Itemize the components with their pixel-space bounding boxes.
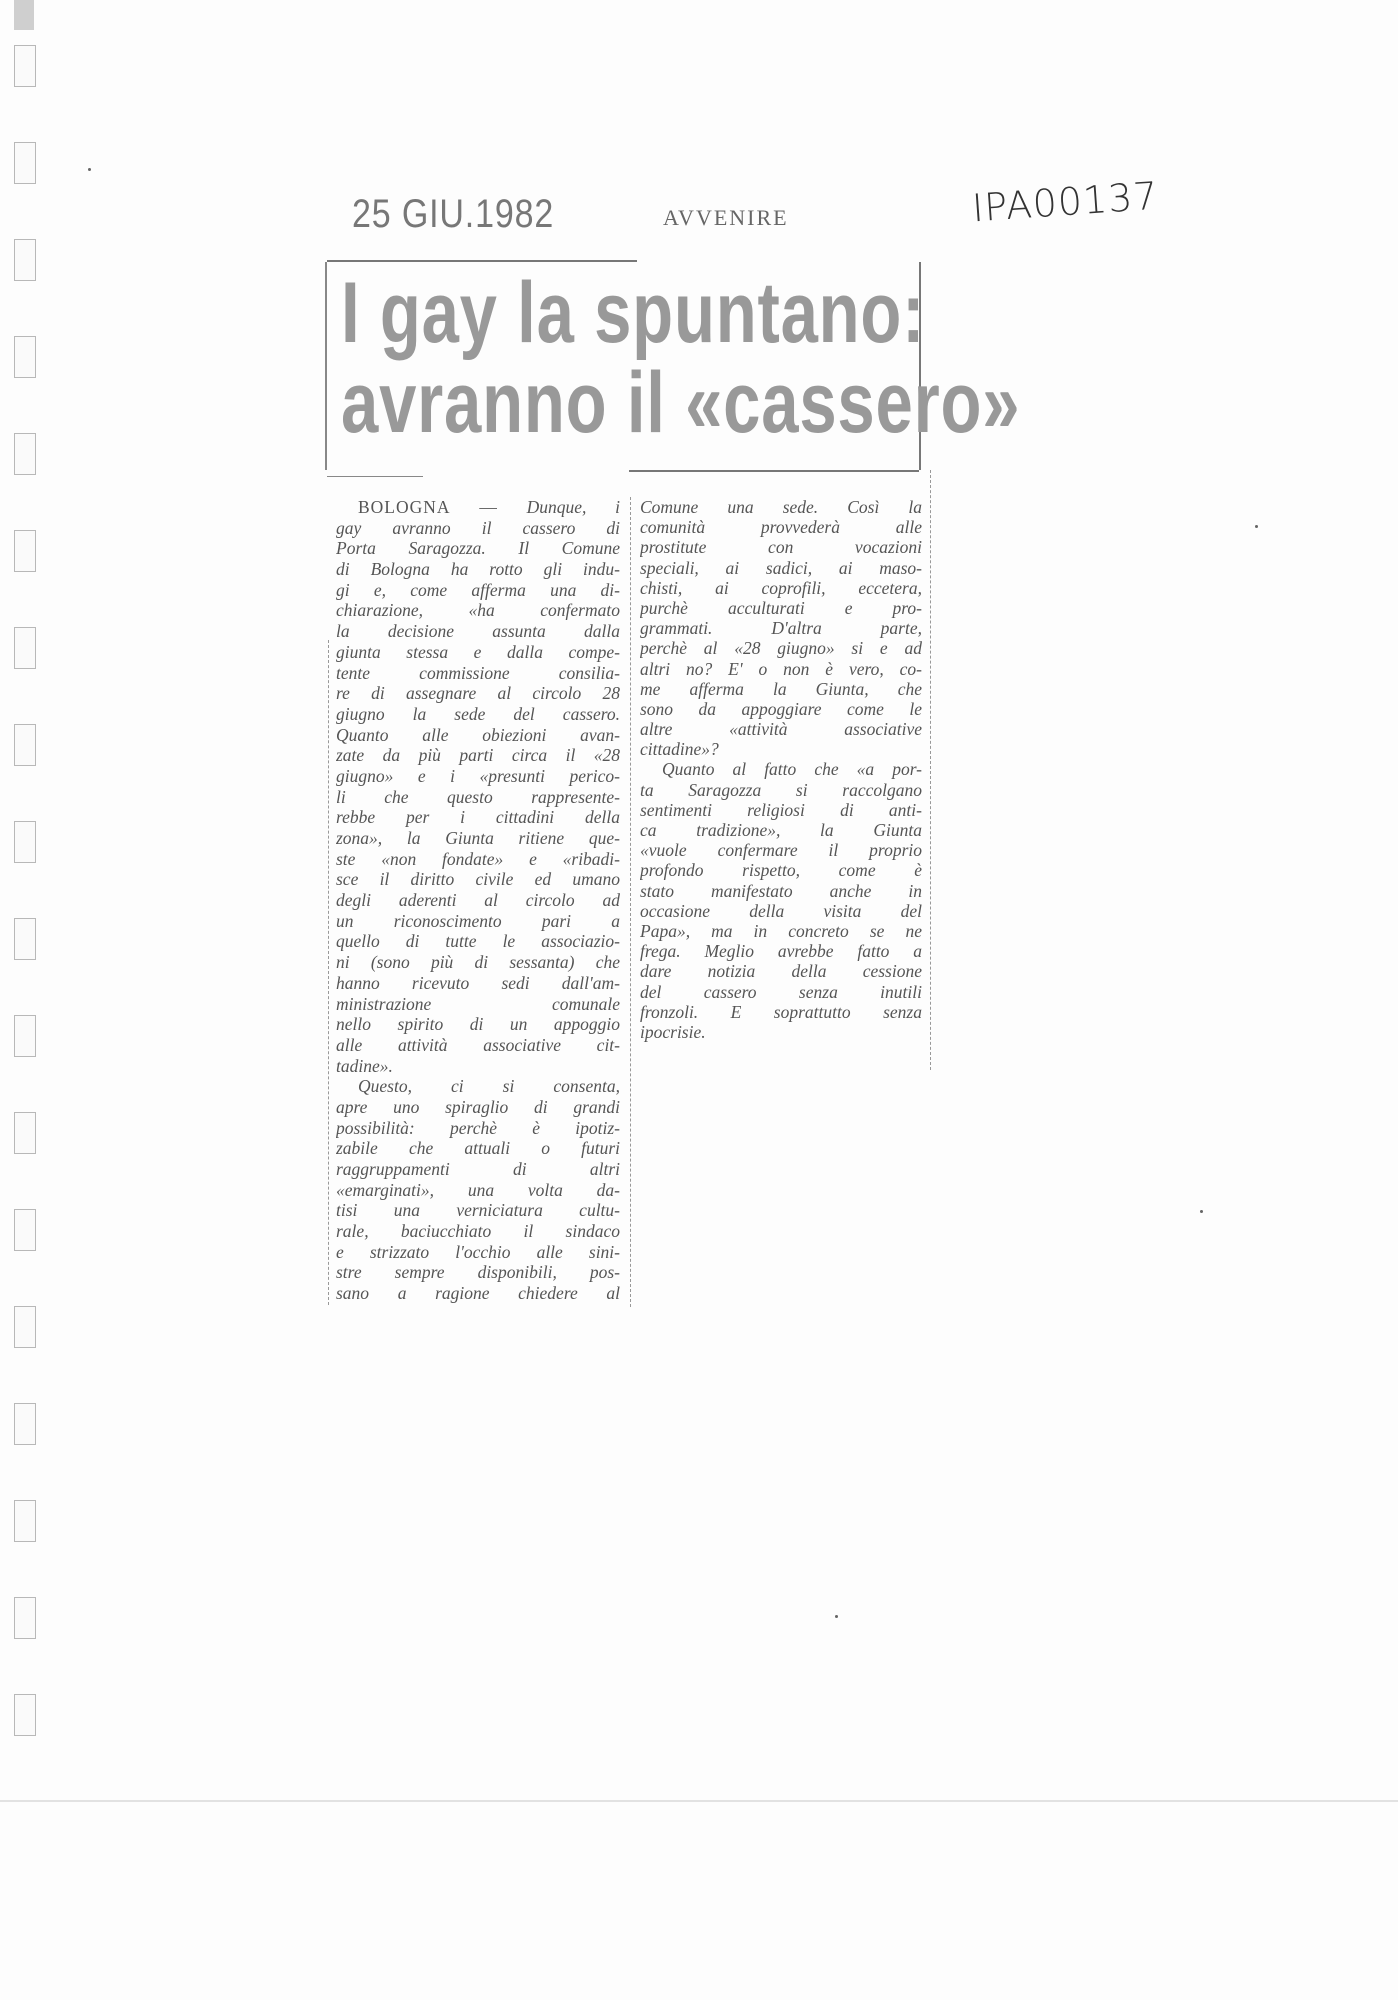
article-text-line: sce il diritto civile ed umano bbox=[336, 869, 620, 890]
article-text-line: degli aderenti al circolo ad bbox=[336, 890, 620, 911]
article-text-line: giugno» e i «presunti perico- bbox=[336, 765, 620, 786]
article-text-line: possibilità: perchè è ipotiz- bbox=[336, 1117, 620, 1138]
column-rule-left bbox=[328, 640, 329, 1305]
article-text-line: frega. Meglio avrebbe fatto a bbox=[640, 941, 922, 962]
article-text-line: zona», la Giunta ritiene que- bbox=[336, 828, 620, 848]
article-text-line: altre «attività associative bbox=[640, 719, 922, 740]
binder-hole bbox=[14, 433, 36, 475]
article-text-line: Quanto alle obiezioni avan- bbox=[336, 724, 620, 745]
headline-line-1: I gay la spuntano: bbox=[341, 265, 926, 361]
article-text-line: sano a ragione chiedere al bbox=[336, 1283, 620, 1304]
article-text-line: BOLOGNA — Dunque, i bbox=[358, 497, 620, 517]
article-text-line: stre sempre disponibili, pos- bbox=[336, 1262, 620, 1283]
article-text-line: grammati. D'altra parte, bbox=[640, 618, 922, 639]
article-text-line: un riconoscimento pari a bbox=[336, 910, 620, 931]
article-text-line: «vuole confermare il proprio bbox=[640, 840, 922, 861]
binder-hole bbox=[14, 1403, 36, 1445]
article-text-line: la decisione assunta dalla bbox=[336, 621, 620, 642]
article-text-line: occasione della visita del bbox=[640, 900, 922, 921]
binder-edge bbox=[14, 0, 34, 30]
date-stamp: 25 GIU.1982 bbox=[352, 192, 555, 236]
article-text-line: fronzoli. E soprattutto senza bbox=[640, 1001, 922, 1022]
speck bbox=[835, 1615, 838, 1618]
article-text-line: apre uno spiraglio di grandi bbox=[336, 1096, 620, 1117]
binder-hole bbox=[14, 336, 36, 378]
article-text-line: me afferma la Giunta, che bbox=[640, 678, 922, 699]
speck bbox=[1200, 1210, 1203, 1213]
article-text-line: gay avranno il cassero di bbox=[336, 517, 620, 538]
article-text-line: ipocrisie. bbox=[640, 1021, 706, 1042]
article-text-line: nello spirito di un appoggio bbox=[336, 1014, 620, 1035]
article-text-line: prostitute con vocazioni bbox=[640, 537, 922, 558]
speck bbox=[1255, 525, 1258, 528]
column-rule-middle bbox=[630, 497, 631, 1307]
article-text-line: tente commissione consilia- bbox=[336, 662, 620, 683]
article-text-line: ta Saragozza si raccolgano bbox=[640, 779, 922, 800]
article-text-line: Comune una sede. Così la bbox=[640, 497, 922, 517]
binder-hole bbox=[14, 45, 36, 87]
article-column-left bbox=[336, 497, 620, 1304]
binder-hole bbox=[14, 1694, 36, 1736]
binder-hole bbox=[14, 1500, 36, 1542]
article-text-line: speciali, ai sadici, ai maso- bbox=[640, 557, 922, 578]
article-text-line: li che questo rappresente- bbox=[336, 786, 620, 807]
article-text-line: giugno la sede del cassero. bbox=[336, 703, 620, 724]
article-text-line: Papa», ma in concreto se ne bbox=[640, 920, 922, 941]
article-text-line: comunità provvederà alle bbox=[640, 517, 922, 538]
article-text-line: dare notizia della cessione bbox=[640, 961, 922, 982]
divider bbox=[327, 476, 423, 477]
binder-hole bbox=[14, 1597, 36, 1639]
binder-hole bbox=[14, 142, 36, 184]
article-text-line: purchè acculturati e pro- bbox=[640, 597, 922, 618]
article-text-line: Porta Saragozza. Il Comune bbox=[336, 538, 620, 559]
binder-hole bbox=[14, 627, 36, 669]
article-text-line: gi e, come afferma una di- bbox=[336, 579, 620, 600]
binder-hole bbox=[14, 1306, 36, 1348]
article-text-line: di Bologna ha rotto gli indu- bbox=[336, 559, 620, 580]
article-text-line: sentimenti religiosi di anti- bbox=[640, 799, 922, 820]
article-text-line: raggruppamenti di altri bbox=[336, 1159, 620, 1179]
article-text-line: rale, baciucchiato il sindaco bbox=[336, 1221, 620, 1242]
article-text-line: chiarazione, «ha confermato bbox=[336, 600, 620, 621]
article-column-right bbox=[640, 497, 922, 1042]
article-text-line: re di assegnare al circolo 28 bbox=[336, 683, 620, 704]
binder-hole bbox=[14, 918, 36, 960]
binder-hole bbox=[14, 1209, 36, 1251]
article-text-line: alle attività associative cit- bbox=[336, 1034, 620, 1055]
article-text-line: ca tradizione», la Giunta bbox=[640, 820, 922, 840]
article-text-line: tadine». bbox=[336, 1055, 393, 1076]
speck bbox=[88, 168, 91, 171]
article-text-line: perchè al «28 giugno» si e ad bbox=[640, 638, 922, 659]
article-text-line: cittadine»? bbox=[640, 739, 719, 760]
article-text-line: sono da appoggiare come le bbox=[640, 698, 922, 719]
article-text-line: rebbe per i cittadini della bbox=[336, 807, 620, 828]
article-text-line: ni (sono più di sessanta) che bbox=[336, 952, 620, 973]
article-text-line: del cassero senza inutili bbox=[640, 981, 922, 1002]
binder-hole bbox=[14, 1015, 36, 1057]
headline-box bbox=[325, 262, 1021, 470]
article-text-line: Questo, ci si consenta, bbox=[358, 1076, 620, 1097]
binder-hole bbox=[14, 239, 36, 281]
headline-line-2: avranno il «cassero» bbox=[341, 355, 1021, 451]
article-text-line: zabile che attuali o futuri bbox=[336, 1138, 620, 1159]
article-text-line: chisti, ai coprofili, eccetera, bbox=[640, 577, 922, 598]
archive-code-handwritten: IPA00137 bbox=[970, 173, 1160, 231]
article-text-line: ste «non fondate» e «ribadi- bbox=[336, 848, 620, 869]
column-rule-right bbox=[930, 470, 931, 1070]
article-text-line: Quanto al fatto che «a por- bbox=[662, 759, 922, 780]
binder-hole bbox=[14, 1112, 36, 1154]
article-text-line: altri no? E' o non è vero, co- bbox=[640, 658, 922, 679]
article-text-line: quello di tutte le associazio- bbox=[336, 931, 620, 952]
article-text-line: profondo rispetto, come è bbox=[640, 860, 922, 881]
article-text-line: tisi una verniciatura cultu- bbox=[336, 1200, 620, 1221]
article-text-line: stato manifestato anche in bbox=[640, 880, 922, 901]
newspaper-name: AVVENIRE bbox=[663, 205, 789, 230]
article-text-line: giunta stessa e dalla compe- bbox=[336, 641, 620, 662]
article-text-line: ministrazione comunale bbox=[336, 993, 620, 1014]
dateline: BOLOGNA — bbox=[358, 497, 498, 517]
article-text-line: «emarginati», una volta da- bbox=[336, 1179, 620, 1200]
article-text-line: hanno ricevuto sedi dall'am- bbox=[336, 972, 620, 993]
article-text-line: e strizzato l'occhio alle sini- bbox=[336, 1241, 620, 1262]
binder-hole bbox=[14, 821, 36, 863]
binder-hole bbox=[14, 530, 36, 572]
binder-hole bbox=[14, 724, 36, 766]
scan-edge-line bbox=[0, 1800, 1398, 1802]
article-text-line: zate da più parti circa il «28 bbox=[336, 745, 620, 766]
